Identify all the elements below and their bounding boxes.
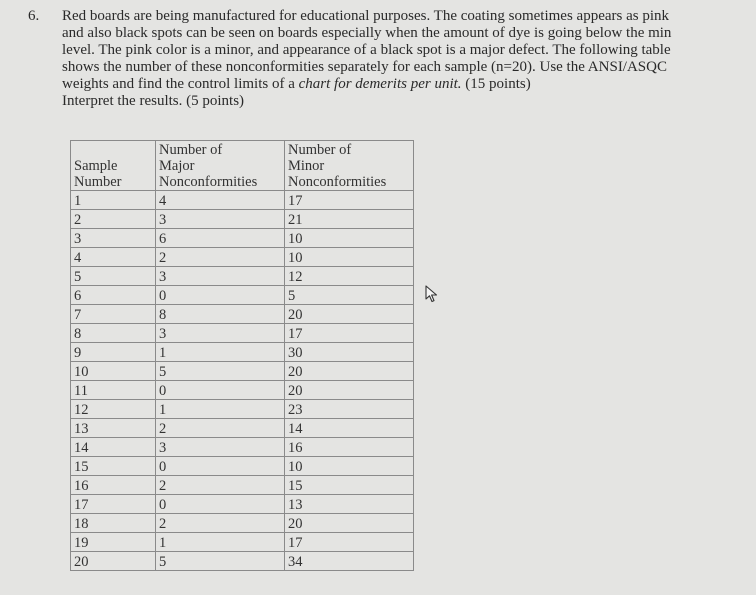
question-block xyxy=(28,8,728,110)
cell-minor-count: 17 xyxy=(285,191,414,210)
cell-major-count: 5 xyxy=(156,362,285,381)
table-row xyxy=(71,305,414,324)
table-row xyxy=(71,552,414,571)
cell-sample-number: 7 xyxy=(71,305,156,324)
header-minor xyxy=(285,141,414,191)
table-row xyxy=(71,457,414,476)
header-major-line-3: Nonconformities xyxy=(159,174,258,190)
table-row xyxy=(71,438,414,457)
cell-minor-count: 10 xyxy=(285,248,414,267)
mouse-pointer-icon xyxy=(425,285,439,303)
cell-sample-number: 11 xyxy=(71,381,156,400)
question-text xyxy=(62,8,728,110)
header-major xyxy=(156,141,285,191)
cell-sample-number: 3 xyxy=(71,229,156,248)
cell-minor-count: 5 xyxy=(285,286,414,305)
cell-sample-number: 6 xyxy=(71,286,156,305)
cell-major-count: 4 xyxy=(156,191,285,210)
table-row xyxy=(71,419,414,438)
cell-major-count: 5 xyxy=(156,552,285,571)
cell-major-count: 2 xyxy=(156,476,285,495)
table-row xyxy=(71,210,414,229)
cell-major-count: 1 xyxy=(156,400,285,419)
table-row xyxy=(71,495,414,514)
cell-minor-count: 34 xyxy=(285,552,414,571)
cell-minor-count: 17 xyxy=(285,324,414,343)
cell-minor-count: 10 xyxy=(285,229,414,248)
table-row xyxy=(71,533,414,552)
cell-sample-number: 9 xyxy=(71,343,156,362)
chart-name-emphasis: chart for demerits per unit. xyxy=(298,76,462,92)
table-row xyxy=(71,229,414,248)
table-row xyxy=(71,191,414,210)
question-line-5 xyxy=(62,76,728,93)
cell-major-count: 3 xyxy=(156,267,285,286)
cell-minor-count: 13 xyxy=(285,495,414,514)
header-minor-line-2: Minor xyxy=(288,158,325,174)
table-row xyxy=(71,400,414,419)
table-header-row xyxy=(71,141,414,191)
question-line-6: Interpret the results. (5 points) xyxy=(62,93,245,109)
question-line-4: shows the number of these nonconformities separately for each sample (n=20). Use the ANSI/ASQC xyxy=(62,59,667,75)
nonconformities-table xyxy=(70,140,414,571)
cell-major-count: 0 xyxy=(156,286,285,305)
table-row xyxy=(71,248,414,267)
cell-major-count: 3 xyxy=(156,210,285,229)
cell-minor-count: 14 xyxy=(285,419,414,438)
header-sample-line-1: Sample xyxy=(74,158,118,174)
header-sample-line-2: Number xyxy=(74,174,122,190)
cell-sample-number: 18 xyxy=(71,514,156,533)
cell-sample-number: 19 xyxy=(71,533,156,552)
cell-sample-number: 16 xyxy=(71,476,156,495)
cell-sample-number: 14 xyxy=(71,438,156,457)
question-line-2: and also black spots can be seen on boards especially when the amount of dye is going below the min xyxy=(62,25,672,41)
cell-sample-number: 15 xyxy=(71,457,156,476)
table-row xyxy=(71,343,414,362)
cell-minor-count: 20 xyxy=(285,381,414,400)
cell-minor-count: 21 xyxy=(285,210,414,229)
cell-major-count: 0 xyxy=(156,381,285,400)
cell-major-count: 1 xyxy=(156,533,285,552)
cell-major-count: 2 xyxy=(156,248,285,267)
cell-minor-count: 20 xyxy=(285,362,414,381)
table-row xyxy=(71,286,414,305)
cell-sample-number: 1 xyxy=(71,191,156,210)
cell-sample-number: 4 xyxy=(71,248,156,267)
cell-major-count: 6 xyxy=(156,229,285,248)
cell-major-count: 1 xyxy=(156,343,285,362)
header-minor-line-1: Number of xyxy=(288,142,352,158)
table-row xyxy=(71,267,414,286)
cell-sample-number: 5 xyxy=(71,267,156,286)
header-major-line-2: Major xyxy=(159,158,195,174)
cell-sample-number: 2 xyxy=(71,210,156,229)
cell-sample-number: 12 xyxy=(71,400,156,419)
cell-major-count: 2 xyxy=(156,514,285,533)
cell-minor-count: 20 xyxy=(285,305,414,324)
header-major-line-1: Number of xyxy=(159,142,223,158)
cell-major-count: 8 xyxy=(156,305,285,324)
table-row xyxy=(71,514,414,533)
cell-minor-count: 10 xyxy=(285,457,414,476)
cell-sample-number: 10 xyxy=(71,362,156,381)
cell-major-count: 3 xyxy=(156,438,285,457)
cell-sample-number: 20 xyxy=(71,552,156,571)
cell-minor-count: 17 xyxy=(285,533,414,552)
table-row xyxy=(71,476,414,495)
line5-prefix: weights and find the control limits of a xyxy=(62,76,299,92)
cell-major-count: 2 xyxy=(156,419,285,438)
table-row xyxy=(71,381,414,400)
header-minor-line-3: Nonconformities xyxy=(288,174,387,190)
cell-minor-count: 23 xyxy=(285,400,414,419)
question-line-1: Red boards are being manufactured for educational purposes. The coating sometimes appears as pink xyxy=(62,8,670,24)
line5-suffix: (15 points) xyxy=(461,76,531,92)
cell-minor-count: 16 xyxy=(285,438,414,457)
question-number: 6. xyxy=(28,8,40,24)
table-row xyxy=(71,324,414,343)
header-sample-number xyxy=(71,141,156,191)
question-line-3: level. The pink color is a minor, and appearance of a black spot is a major defect. The following table xyxy=(62,42,671,58)
cell-minor-count: 15 xyxy=(285,476,414,495)
cell-sample-number: 8 xyxy=(71,324,156,343)
cell-major-count: 3 xyxy=(156,324,285,343)
cell-sample-number: 17 xyxy=(71,495,156,514)
cell-major-count: 0 xyxy=(156,457,285,476)
cell-minor-count: 12 xyxy=(285,267,414,286)
cell-major-count: 0 xyxy=(156,495,285,514)
cell-sample-number: 13 xyxy=(71,419,156,438)
cell-minor-count: 20 xyxy=(285,514,414,533)
cell-minor-count: 30 xyxy=(285,343,414,362)
table-row xyxy=(71,362,414,381)
table-body xyxy=(71,191,414,571)
